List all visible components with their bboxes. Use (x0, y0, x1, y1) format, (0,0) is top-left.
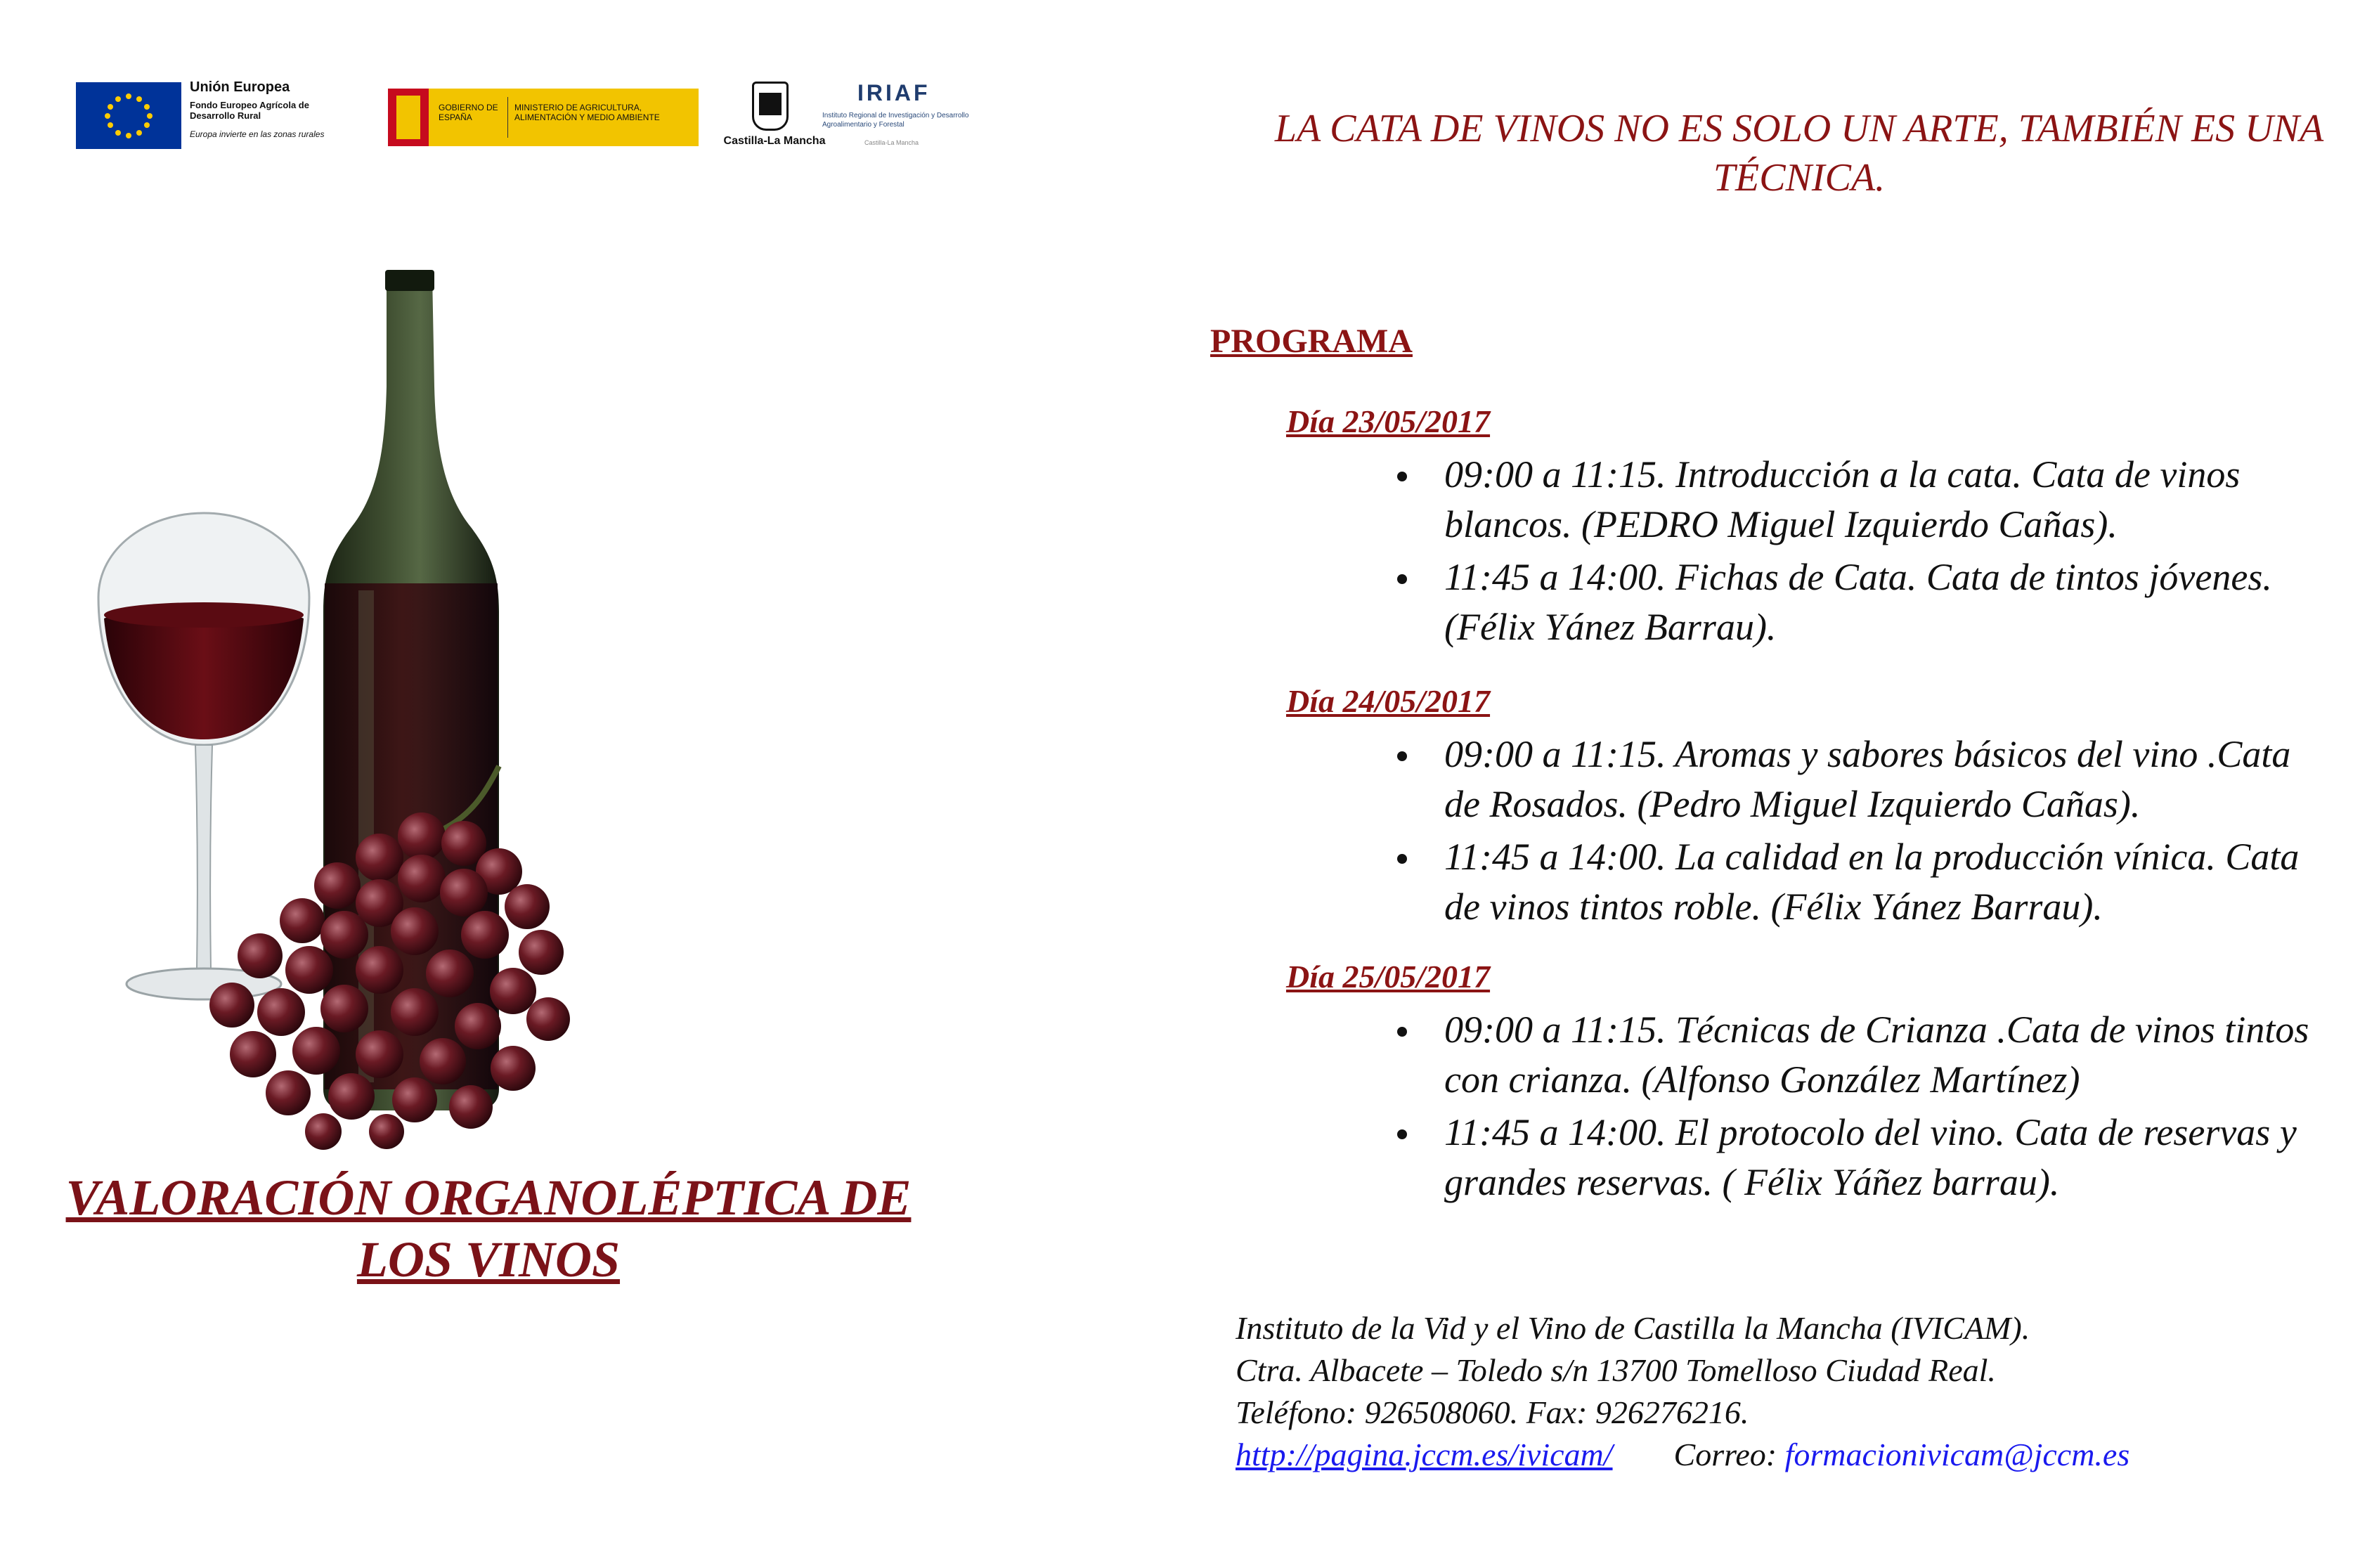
bullet-icon (1397, 472, 1407, 481)
ministry-name: MINISTERIO DE AGRICULTURA, ALIMENTACIÓN Y MEDIO AMBIENTE (514, 103, 660, 122)
iriaf-logo (822, 80, 970, 150)
day-block (1286, 680, 2326, 935)
day-block (1286, 956, 2326, 1210)
list-item: 09:00 a 11:15. Técnicas de Crianza .Cata de vinos tintos con crianza. (Alfonso González Martínez) (1286, 1005, 2326, 1105)
eu-tagline: Europa invierte en las zonas rurales (190, 129, 325, 139)
bullet-icon (1397, 1129, 1407, 1139)
list-item: 09:00 a 11:15. Aromas y sabores básicos del vino .Cata de Rosados. (Pedro Miguel Izquierdo Cañas). (1286, 730, 2326, 829)
email-address[interactable]: formacionivicam@jccm.es (1784, 1437, 2130, 1472)
iriaf-name: IRIAF (857, 80, 931, 105)
eu-flag-icon (76, 82, 181, 149)
list-item: 11:45 a 14:00. La calidad en la producción vínica. Cata de vinos tintos roble. (Félix Yánez Barrau). (1286, 832, 2326, 932)
web-email-line (1236, 1434, 2332, 1476)
bullet-icon (1397, 1027, 1407, 1037)
list-item: 11:45 a 14:00. El protocolo del vino. Cata de reservas y grandes reservas. ( Félix Yáñez barrau). (1286, 1108, 2326, 1207)
list-item: 11:45 a 14:00. Fichas de Cata. Cata de tintos jóvenes. (Félix Yánez Barrau). (1286, 552, 2326, 652)
bullet-icon (1397, 854, 1407, 864)
bullet-icon (1397, 751, 1407, 761)
eu-title: Unión Europea (190, 79, 290, 95)
castle-icon (759, 93, 782, 115)
day-label: Día 23/05/2017 (1286, 403, 1491, 439)
iriaf-full-name: Instituto Regional de Investigación y Desarrollo Agroalimentario y Forestal (822, 112, 969, 129)
eu-subtitle: Fondo Europeo Agrícola de Desarrollo Rural (190, 100, 309, 121)
address: Ctra. Albacete – Toledo s/n 13700 Tomelloso Ciudad Real. (1236, 1352, 1996, 1388)
clm-name: Castilla-La Mancha (723, 135, 826, 147)
course-title: VALORACIÓN ORGANOLÉPTICA DE LOS VINOS (65, 1169, 912, 1288)
gobierno-logo (388, 89, 699, 146)
phone-fax: Teléfono: 926508060. Fax: 926276216. (1236, 1394, 1749, 1430)
castilla-la-mancha-logo (718, 82, 831, 152)
email-label: Correo: (1673, 1437, 1777, 1472)
contact-block (1236, 1307, 2332, 1476)
program-heading: PROGRAMA (1210, 323, 1413, 360)
slogan: LA CATA DE VINOS NO ES SOLO UN ARTE, TAMBIÉN ES UNA TÉCNICA. (1274, 107, 2324, 200)
day-label: Día 25/05/2017 (1286, 959, 1491, 994)
list-item: 09:00 a 11:15. Introducción a la cata. Cata de vinos blancos. (PEDRO Miguel Izquierdo Cañas). (1286, 450, 2326, 550)
website-link[interactable]: http://pagina.jccm.es/ivicam/ (1236, 1437, 1613, 1472)
day-block (1286, 401, 2326, 655)
gobierno-name: GOBIERNO DE ESPAÑA (439, 103, 498, 122)
bullet-icon (1397, 574, 1407, 584)
institute-name: Instituto de la Vid y el Vino de Castilla la Mancha (IVICAM). (1236, 1310, 2030, 1346)
eu-logo (76, 79, 357, 148)
day-label: Día 24/05/2017 (1286, 683, 1491, 719)
spain-emblem-icon (388, 89, 429, 146)
iriaf-region: Castilla-La Mancha (864, 139, 919, 146)
wine-bottle-glass-grapes-image (91, 260, 654, 1153)
